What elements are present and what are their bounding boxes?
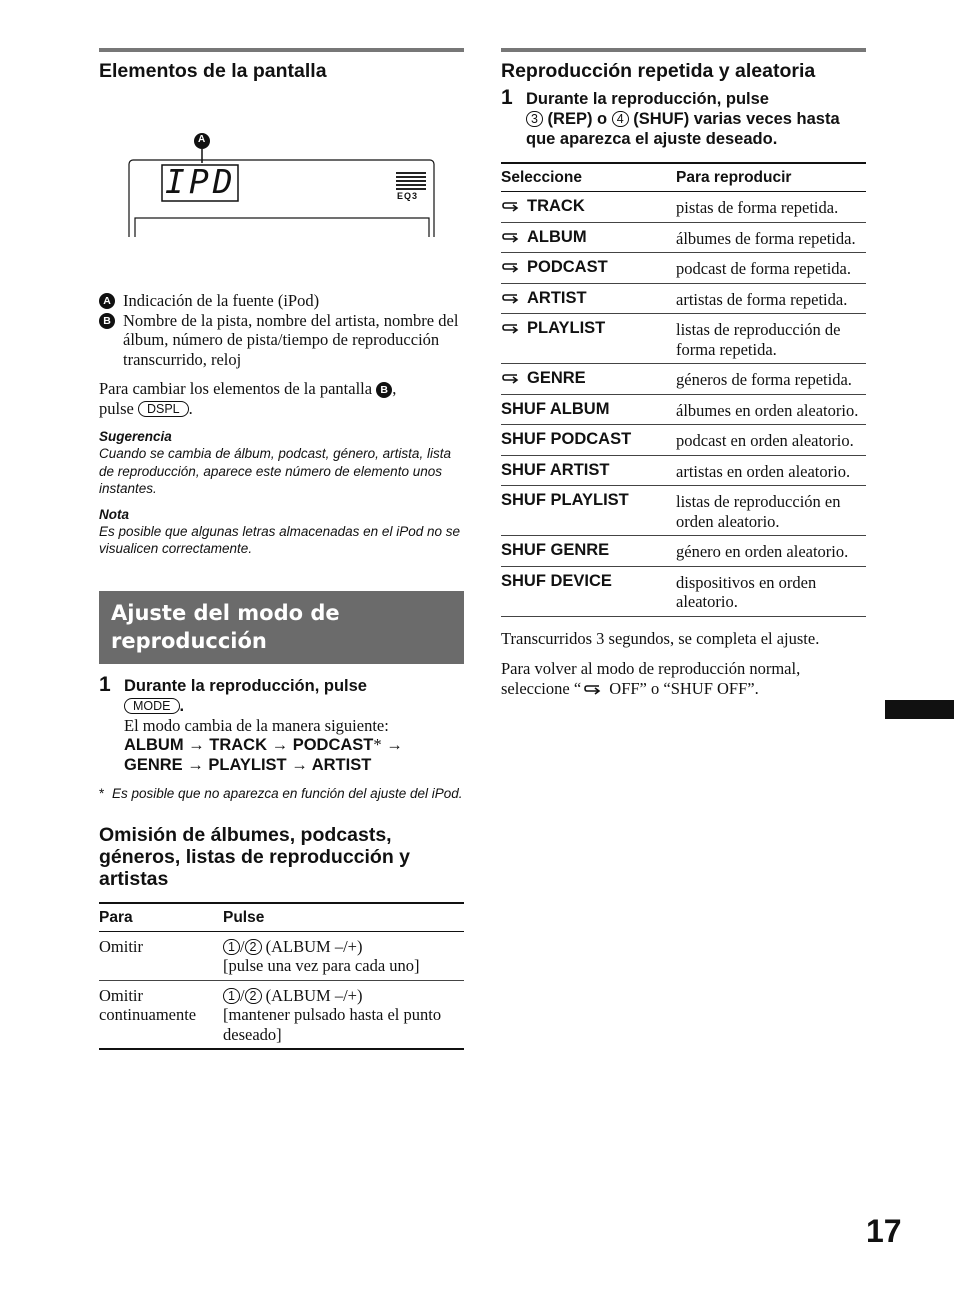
mode-label: PODCAST	[527, 258, 608, 276]
table-row	[501, 364, 866, 395]
table-row	[99, 980, 464, 1049]
row-instruction: [mantener pulsado hasta el punto deseado]	[223, 1005, 442, 1044]
table-row	[501, 455, 866, 486]
seq-podcast: PODCAST	[292, 736, 374, 754]
note-body: Es posible que algunas letras almacenadas en el iPod no se visualicen correctamente.	[99, 523, 460, 556]
asterisk: *	[373, 735, 382, 754]
left-column	[99, 48, 464, 1050]
col-para: Para	[99, 903, 223, 932]
period: .	[179, 696, 185, 715]
mode-label: GENRE	[527, 369, 586, 387]
mode-description: listas de reproducción en orden aleatorio.	[676, 486, 866, 536]
arrow-icon: →	[291, 756, 308, 774]
row-pulse: 1 / 2 (ALBUM –/+) [pulse una vez para cada uno]	[223, 931, 464, 980]
table-row	[501, 283, 866, 314]
mode-cell	[501, 566, 676, 616]
mode-description: álbumes en orden aleatorio.	[676, 394, 866, 425]
row-instruction: [pulse una vez para cada uno]	[223, 956, 420, 975]
mode-cell	[501, 425, 676, 456]
step-text: Durante la reproducción, pulse	[124, 676, 367, 695]
arrow-icon: →	[188, 736, 205, 754]
complete-text: Transcurridos 3 segundos, se completa el ajuste.	[501, 628, 820, 648]
arrow-icon: →	[187, 756, 204, 774]
table-row	[501, 425, 866, 456]
mode-cell	[501, 222, 676, 253]
return-text	[501, 659, 866, 699]
mode-description: podcast en orden aleatorio.	[676, 425, 866, 456]
arrow-icon: →	[386, 736, 403, 754]
hint-block	[99, 428, 464, 498]
seq-track: TRACK	[209, 736, 268, 754]
display-legend	[99, 291, 464, 369]
album-label: (ALBUM –/+)	[265, 936, 363, 956]
table-row	[501, 486, 866, 536]
mode-label: SHUF ALBUM	[501, 399, 610, 418]
skip-section-title: Omisión de álbumes, podcasts, géneros, listas de reproducción y artistas	[99, 823, 411, 890]
pulse-text: pulse	[99, 398, 134, 418]
seq-playlist: PLAYLIST	[208, 756, 287, 774]
repeat-icon	[501, 320, 521, 340]
repeat-step-1	[501, 86, 866, 149]
table-row	[501, 394, 866, 425]
seq-artist: ARTIST	[311, 756, 372, 774]
mode-cell	[501, 536, 676, 567]
legend-text-b: Nombre de la pista, nombre del artista, nombre del álbum, número de pista/tiempo de reproducción transcurrido, reloj	[123, 310, 459, 369]
footnote-mark: *	[99, 786, 105, 801]
mode-cell	[501, 364, 676, 395]
table-row	[501, 222, 866, 253]
display-section-title: Elementos de la pantalla	[99, 60, 327, 82]
mode-banner-wrap	[99, 591, 338, 664]
mode-label: SHUF PLAYLIST	[501, 491, 629, 509]
section-tab-marker	[885, 700, 954, 719]
step-text: Durante la reproducción, pulse	[526, 90, 769, 108]
table-row	[501, 566, 866, 616]
footnote	[99, 785, 464, 803]
repeat-icon	[583, 680, 603, 700]
mode-section-banner: Ajuste del modo de reproducción	[99, 591, 464, 664]
row-pulse: 1 / 2 (ALBUM –/+) [mantener pulsado hasta el punto deseado]	[223, 980, 464, 1049]
legend-item-a	[99, 291, 464, 311]
mode-label: PLAYLIST	[527, 319, 606, 337]
hint-title: Sugerencia	[99, 429, 172, 444]
col-pulse: Pulse	[223, 903, 464, 932]
mode-description: artistas en orden aleatorio.	[676, 455, 866, 486]
repeat-icon	[501, 290, 521, 310]
row-para: Omitir	[99, 931, 223, 980]
mode-cell	[501, 283, 676, 314]
mode-label: SHUF ARTIST	[501, 460, 610, 479]
footnote-text: Es posible que no aparezca en función del ajuste del iPod.	[112, 786, 463, 801]
table-row	[501, 192, 866, 223]
mode-description: género en orden aleatorio.	[676, 536, 866, 567]
step-number: 1	[501, 86, 513, 109]
step-instruction	[124, 676, 464, 716]
marker-a-icon: A	[99, 293, 115, 309]
mode-sequence	[124, 735, 464, 775]
col-select: Seleccione	[501, 163, 676, 192]
table-row	[501, 536, 866, 567]
row-para: Omitir continuamente	[99, 980, 223, 1049]
mode-cell	[501, 394, 676, 425]
seq-genre: GENRE	[124, 756, 183, 774]
mode-label: ARTIST	[527, 288, 587, 307]
repeat-table-body	[501, 192, 866, 617]
table-row	[501, 253, 866, 284]
rep-key: 3	[526, 111, 543, 127]
mode-cell	[501, 486, 676, 536]
col-play: Para reproducir	[676, 163, 866, 192]
marker-b-icon: B	[376, 382, 392, 398]
skip-table	[99, 902, 464, 1051]
repeat-table	[501, 162, 866, 617]
key-1: 1	[223, 939, 240, 955]
mode-step-1	[99, 672, 464, 776]
comma: ,	[392, 379, 397, 398]
key-2: 2	[245, 988, 262, 1004]
page-number: 17	[866, 1213, 902, 1249]
note-block	[99, 506, 464, 558]
seq-album: ALBUM	[124, 736, 184, 754]
step-instruction	[526, 89, 866, 149]
mode-key: MODE	[124, 698, 180, 714]
return-text-a: Para volver al modo de reproducción normal, seleccione “	[501, 659, 801, 698]
repeat-section-title: Reproducción repetida y aleatoria	[501, 60, 816, 82]
legend-item-b	[99, 311, 464, 370]
change-text: Para cambiar los elementos de la pantalla	[99, 379, 373, 398]
table-row	[501, 314, 866, 364]
legend-text-a: Indicación de la fuente (iPod)	[123, 291, 320, 310]
mode-cell	[501, 253, 676, 284]
sequence-intro: El modo cambia de la manera siguiente:	[124, 715, 389, 735]
step-number: 1	[99, 672, 111, 696]
mode-description: podcast de forma repetida.	[676, 253, 866, 284]
marker-b-icon: B	[99, 313, 115, 329]
mode-label: SHUF PODCAST	[501, 430, 632, 448]
repeat-icon	[501, 259, 521, 279]
dspl-key: DSPL	[138, 401, 189, 417]
rep-label: (REP) o	[547, 110, 608, 128]
mode-cell	[501, 455, 676, 486]
note-title: Nota	[99, 506, 129, 522]
hint-body: Cuando se cambia de álbum, podcast, género, artista, lista de reproducción, aparece este número de elemento unos instantes.	[99, 446, 451, 496]
mode-label: SHUF DEVICE	[501, 571, 612, 590]
right-column	[501, 48, 866, 699]
mode-description: artistas de forma repetida.	[676, 283, 866, 314]
mode-cell	[501, 314, 676, 364]
arrow-icon: →	[271, 736, 289, 754]
mode-cell	[501, 192, 676, 223]
repeat-icon	[501, 229, 521, 249]
eq-label: EQ3	[397, 191, 419, 201]
shuf-label: (SHUF) varias veces hasta que aparezca el ajuste deseado.	[526, 110, 840, 148]
repeat-icon	[501, 370, 521, 390]
callout-a-label: A	[198, 134, 206, 145]
mode-description: álbumes de forma repetida.	[676, 222, 866, 253]
key-1: 1	[223, 988, 240, 1004]
album-label: (ALBUM –/+)	[265, 985, 363, 1005]
change-display-text	[99, 379, 464, 418]
mode-description: pistas de forma repetida.	[676, 192, 866, 223]
key-2: 2	[245, 939, 262, 955]
mode-description: géneros de forma repetida.	[676, 364, 866, 395]
display-diagram	[99, 83, 464, 237]
table-row	[99, 931, 464, 980]
callout-b-label: B	[279, 279, 287, 290]
repeat-icon	[501, 198, 521, 218]
mode-description: dispositivos en orden aleatorio.	[676, 566, 866, 616]
display-source-text: IPD	[165, 162, 237, 201]
mode-label: TRACK	[527, 197, 585, 215]
mode-description: listas de reproducción de forma repetida.	[676, 314, 866, 364]
return-text-b: OFF” o “SHUF OFF”.	[605, 678, 759, 698]
period: .	[188, 398, 193, 418]
shuf-key: 4	[612, 111, 629, 127]
display-illustration	[99, 83, 464, 237]
mode-label: SHUF GENRE	[501, 541, 610, 559]
mode-label: ALBUM	[527, 227, 587, 246]
